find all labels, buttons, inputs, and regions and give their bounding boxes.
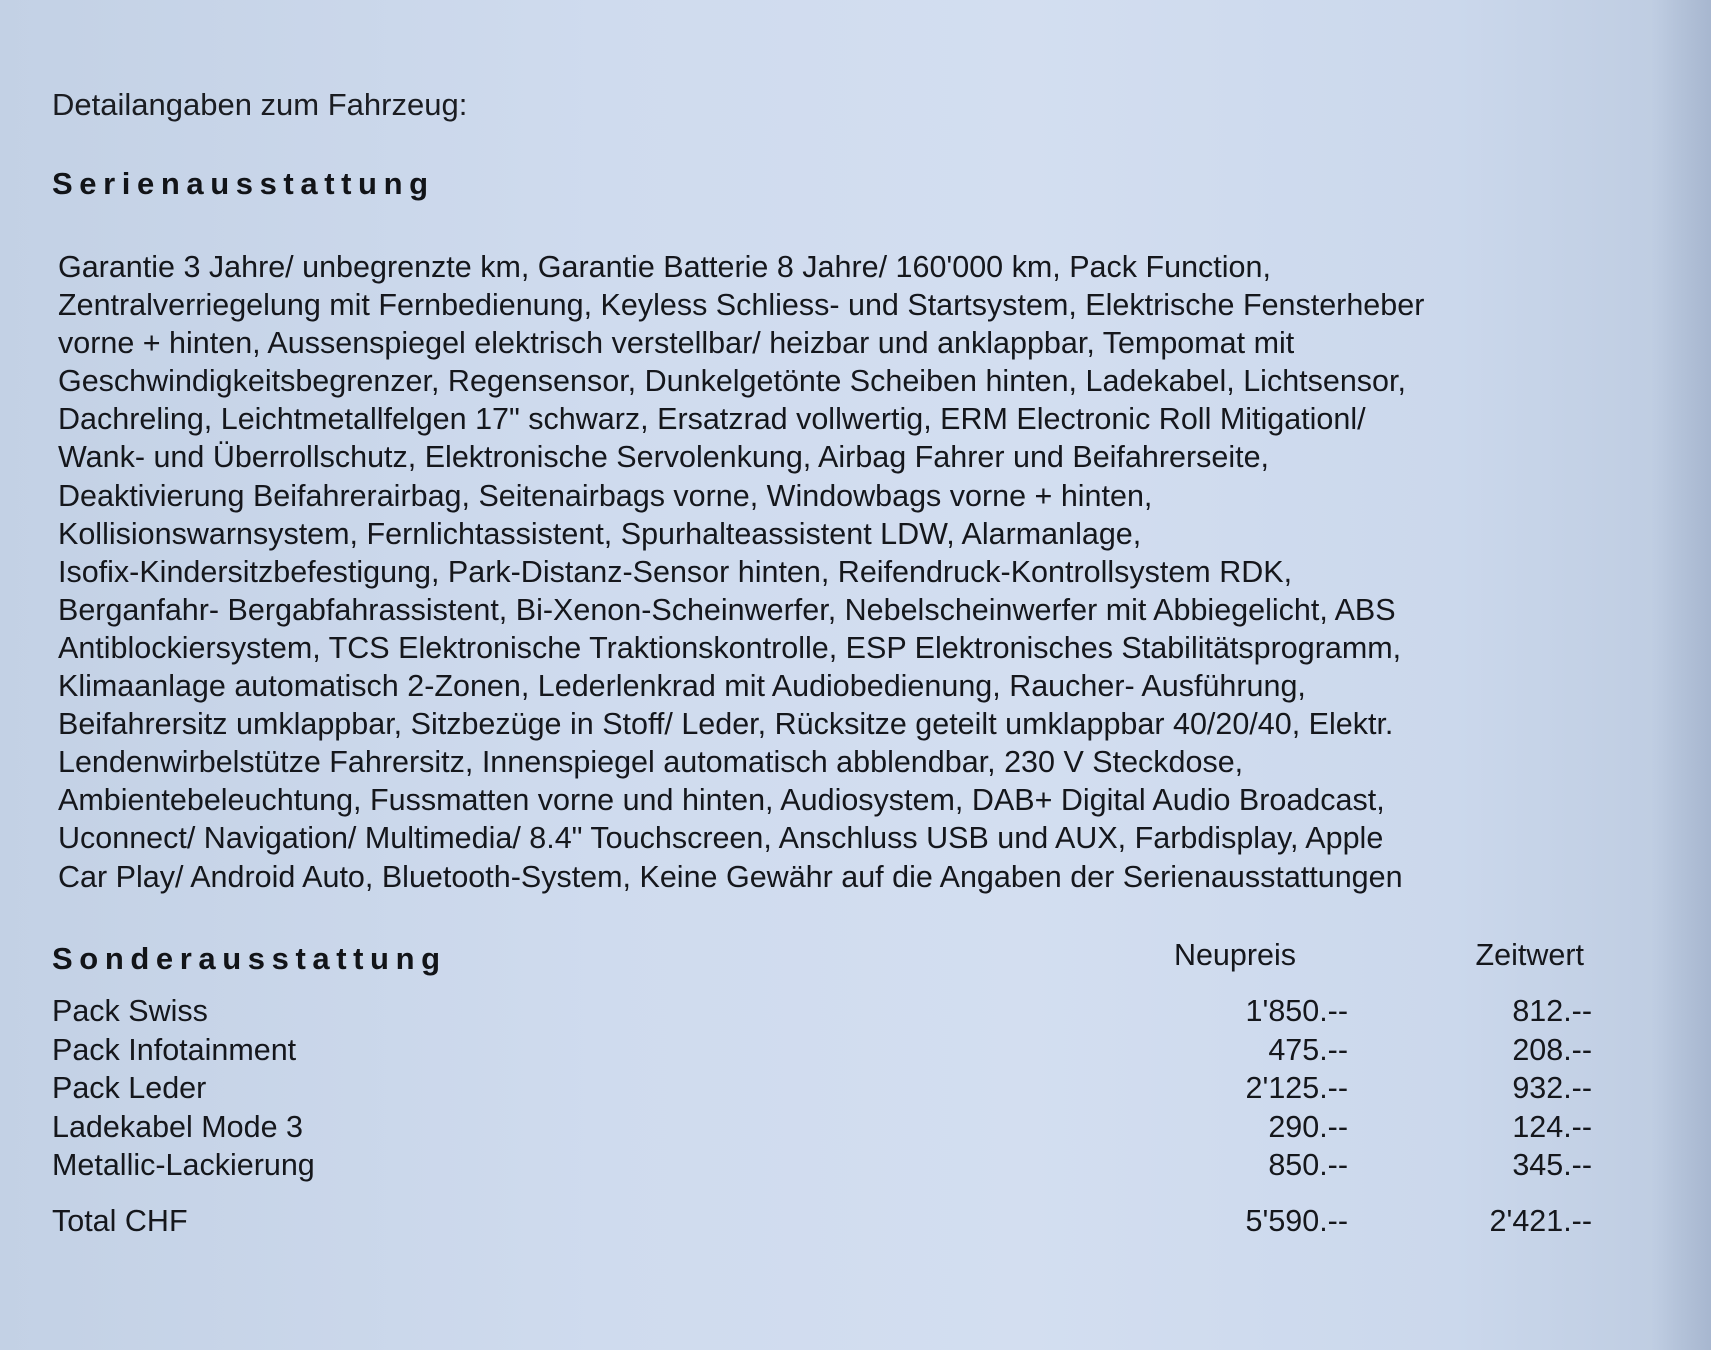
option-row (52, 1148, 1592, 1187)
standard-equipment-line: Geschwindigkeitsbegrenzer, Regensensor, Dunkelgetönte Scheiben hinten, Ladekabel, Lichtsensor, (58, 364, 1406, 399)
standard-equipment-line: Uconnect/ Navigation/ Multimedia/ 8.4" Touchscreen, Anschluss USB und AUX, Farbdisplay, Apple (58, 821, 1384, 856)
total-row (52, 1204, 1592, 1244)
option-new-price: 2'125.-- (1245, 1071, 1348, 1105)
standard-equipment-line: Ambientebeleuchtung, Fussmatten vorne und hinten, Audiosystem, DAB+ Digital Audio Broadcast, (58, 783, 1385, 818)
option-row (52, 1033, 1592, 1072)
standard-equipment-text (58, 248, 1424, 896)
option-row (52, 994, 1592, 1033)
option-current-value: 208.-- (1512, 1032, 1592, 1067)
option-name: Ladekabel Mode 3 (52, 1109, 303, 1144)
standard-equipment-line: Wank- und Überrollschutz, Elektronische Servolenkung, Airbag Fahrer und Beifahrerseite, (58, 440, 1270, 475)
column-header-new-price: Neupreis (1173, 938, 1296, 972)
option-row (52, 1071, 1592, 1110)
column-header-current-value: Zeitwert (1475, 938, 1584, 972)
option-new-price: 290.-- (1268, 1109, 1348, 1144)
option-new-price: 850.-- (1268, 1148, 1348, 1182)
page-edge-shadow (1651, 0, 1711, 1350)
standard-equipment-line: Klimaanlage automatisch 2-Zonen, Lederlenkrad mit Audiobedienung, Raucher- Ausführung, (58, 669, 1306, 704)
option-current-value: 124.-- (1512, 1109, 1592, 1144)
total-label: Total CHF (52, 1204, 188, 1238)
option-name: Pack Swiss (52, 994, 208, 1028)
standard-equipment-line: Zentralverriegelung mit Fernbedienung, Keyless Schliess- und Startsystem, Elektrische Fensterheber (58, 288, 1425, 323)
standard-equipment-line: Isofix-Kindersitzbefestigung, Park-Distanz-Sensor hinten, Reifendruck-Kontrollsystem RDK, (58, 554, 1293, 589)
option-new-price: 475.-- (1268, 1032, 1348, 1067)
option-new-price: 1'850.-- (1245, 994, 1348, 1028)
total-current-value: 2'421.-- (1489, 1204, 1592, 1238)
option-current-value: 932.-- (1512, 1071, 1592, 1105)
option-current-value: 345.-- (1512, 1148, 1592, 1182)
standard-equipment-line: Dachreling, Leichtmetallfelgen 17" schwarz, Ersatzrad vollwertig, ERM Electronic Roll Mitigationl/ (58, 402, 1366, 437)
option-current-value: 812.-- (1512, 994, 1592, 1028)
option-name: Pack Leder (52, 1071, 207, 1105)
standard-equipment-title: Serienausstattung (52, 166, 435, 201)
document-heading: Detailangaben zum Fahrzeug: (52, 87, 468, 122)
optional-equipment-title: Sonderausstattung (52, 941, 447, 976)
option-row (52, 1110, 1592, 1149)
option-name: Metallic-Lackierung (52, 1148, 315, 1182)
standard-equipment-line: Lendenwirbelstütze Fahrersitz, Innenspiegel automatisch abblendbar, 230 V Steckdose, (58, 745, 1244, 780)
standard-equipment-line: Beifahrersitz umklappbar, Sitzbezüge in Stoff/ Leder, Rücksitze geteilt umklappbar 40/20/40, Elektr. (58, 707, 1394, 742)
standard-equipment-line: Antiblockiersystem, TCS Elektronische Traktionskontrolle, ESP Elektronisches Stabilitätsprogramm, (58, 630, 1402, 665)
standard-equipment-line: Garantie 3 Jahre/ unbegrenzte km, Garantie Batterie 8 Jahre/ 160'000 km, Pack Function, (58, 250, 1271, 284)
standard-equipment-line: Car Play/ Android Auto, Bluetooth-System, Keine Gewähr auf die Angaben der Serienausstattungen (58, 859, 1403, 894)
standard-equipment-line: vorne + hinten, Aussenspiegel elektrisch verstellbar/ heizbar und anklappbar, Tempomat mit (58, 326, 1295, 361)
standard-equipment-line: Kollisionswarnsystem, Fernlichtassistent, Spurhalteassistent LDW, Alarmanlage, (58, 516, 1142, 551)
optional-equipment-table (52, 994, 1592, 1187)
standard-equipment-line: Deaktivierung Beifahrerairbag, Seitenairbags vorne, Windowbags vorne + hinten, (58, 478, 1153, 513)
total-new-price: 5'590.-- (1245, 1204, 1348, 1238)
option-name: Pack Infotainment (52, 1032, 297, 1067)
standard-equipment-line: Berganfahr- Bergabfahrassistent, Bi-Xenon-Scheinwerfer, Nebelscheinwerfer mit Abbiegelicht, ABS (58, 592, 1396, 627)
